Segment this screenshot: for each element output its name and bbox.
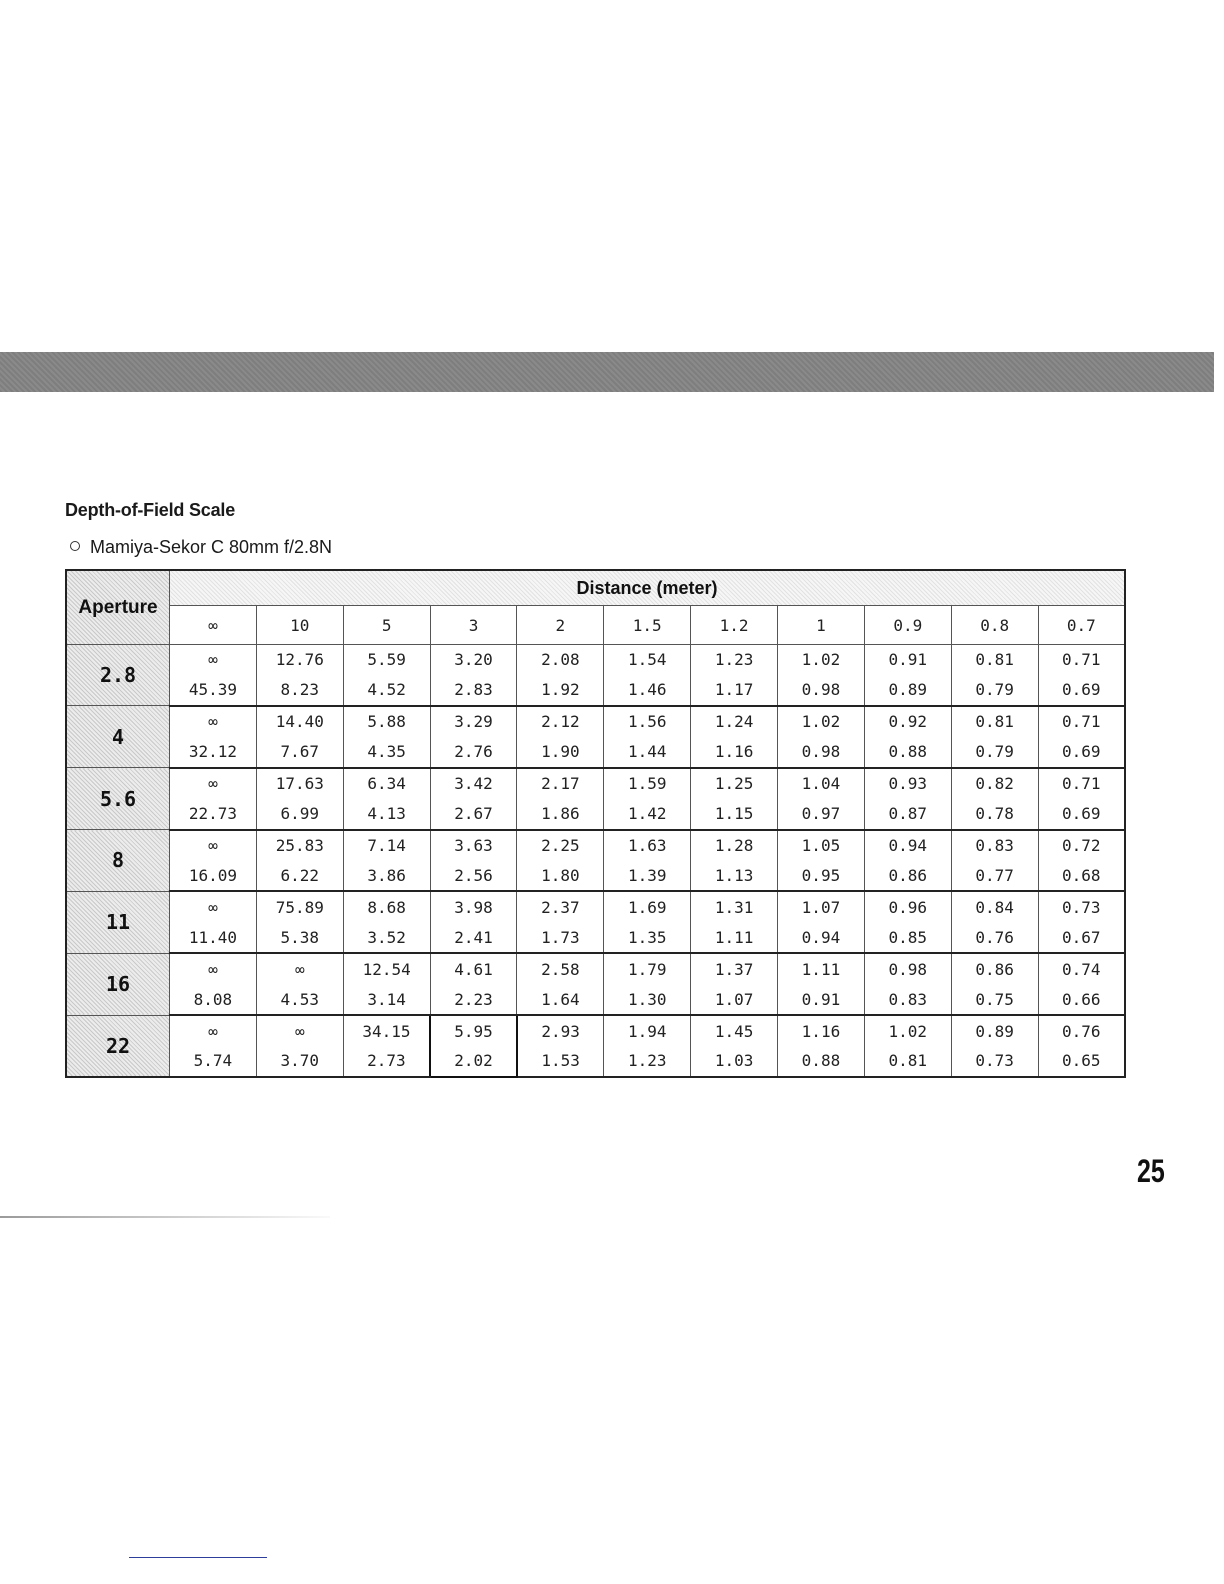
far-limit-cell: 0.86 bbox=[951, 953, 1038, 984]
far-limit-cell: 6.34 bbox=[343, 768, 430, 799]
far-limit-cell: 0.91 bbox=[864, 645, 951, 675]
near-limit-cell: 1.30 bbox=[604, 984, 691, 1015]
distance-cell: 0.8 bbox=[951, 606, 1038, 645]
far-limit-cell: 12.76 bbox=[256, 645, 343, 675]
distance-cell: 2 bbox=[517, 606, 604, 645]
table-body bbox=[66, 645, 1125, 1078]
aperture-header: Aperture bbox=[66, 570, 170, 645]
near-limit-cell: 3.14 bbox=[343, 984, 430, 1015]
far-limit-cell: 2.37 bbox=[517, 891, 604, 922]
far-limit-cell: 1.63 bbox=[604, 830, 691, 861]
near-limit-cell: 1.16 bbox=[691, 737, 778, 768]
near-limit-cell: 22.73 bbox=[170, 799, 257, 830]
distance-cell: 1 bbox=[778, 606, 865, 645]
near-limit-cell: 45.39 bbox=[170, 675, 257, 706]
near-limit-cell: 4.13 bbox=[343, 799, 430, 830]
near-limit-cell: 2.02 bbox=[430, 1046, 517, 1077]
near-limit-cell: 1.92 bbox=[517, 675, 604, 706]
near-limit-cell: 2.41 bbox=[430, 922, 517, 953]
near-limit-cell: 0.83 bbox=[864, 984, 951, 1015]
far-limit-cell: 25.83 bbox=[256, 830, 343, 861]
near-limit-cell: 3.70 bbox=[256, 1046, 343, 1077]
distance-cell: 5 bbox=[343, 606, 430, 645]
far-limit-cell: 1.07 bbox=[778, 891, 865, 922]
far-limit-cell: ∞ bbox=[170, 706, 257, 737]
near-limit-cell: 2.23 bbox=[430, 984, 517, 1015]
far-limit-cell: 0.71 bbox=[1038, 768, 1125, 799]
near-limit-cell: 1.42 bbox=[604, 799, 691, 830]
far-limit-cell: 7.14 bbox=[343, 830, 430, 861]
near-limit-cell: 0.89 bbox=[864, 675, 951, 706]
near-limit-cell: 2.76 bbox=[430, 737, 517, 768]
far-limit-cell: 1.94 bbox=[604, 1015, 691, 1046]
near-limit-cell: 7.67 bbox=[256, 737, 343, 768]
footer-rule bbox=[129, 1557, 267, 1558]
far-limit-cell: 75.89 bbox=[256, 891, 343, 922]
far-limit-cell: 14.40 bbox=[256, 706, 343, 737]
near-limit-cell: 0.79 bbox=[951, 675, 1038, 706]
far-limit-cell: 12.54 bbox=[343, 953, 430, 984]
aperture-label: 8 bbox=[66, 830, 170, 892]
near-limit-cell: 0.79 bbox=[951, 737, 1038, 768]
near-limit-cell: 6.22 bbox=[256, 860, 343, 891]
table-row bbox=[66, 706, 1125, 737]
top-band bbox=[0, 352, 1214, 392]
far-limit-cell: 0.81 bbox=[951, 706, 1038, 737]
far-limit-cell: 0.73 bbox=[1038, 891, 1125, 922]
near-limit-cell: 1.64 bbox=[517, 984, 604, 1015]
aperture-label: 2.8 bbox=[66, 645, 170, 706]
near-limit-cell: 0.95 bbox=[778, 860, 865, 891]
far-limit-cell: 0.98 bbox=[864, 953, 951, 984]
near-limit-cell: 1.23 bbox=[604, 1046, 691, 1077]
near-limit-cell: 0.81 bbox=[864, 1046, 951, 1077]
near-limit-cell: 0.98 bbox=[778, 737, 865, 768]
table-row bbox=[66, 922, 1125, 953]
far-limit-cell: 5.95 bbox=[430, 1015, 517, 1046]
near-limit-cell: 8.08 bbox=[170, 984, 257, 1015]
near-limit-cell: 0.78 bbox=[951, 799, 1038, 830]
near-limit-cell: 0.69 bbox=[1038, 799, 1125, 830]
far-limit-cell: 5.88 bbox=[343, 706, 430, 737]
near-limit-cell: 16.09 bbox=[170, 860, 257, 891]
table-row bbox=[66, 799, 1125, 830]
table-row bbox=[66, 675, 1125, 706]
far-limit-cell: 0.96 bbox=[864, 891, 951, 922]
far-limit-cell: ∞ bbox=[170, 953, 257, 984]
near-limit-cell: 0.67 bbox=[1038, 922, 1125, 953]
far-limit-cell: ∞ bbox=[170, 891, 257, 922]
near-limit-cell: 0.73 bbox=[951, 1046, 1038, 1077]
aperture-label: 4 bbox=[66, 706, 170, 768]
near-limit-cell: 0.97 bbox=[778, 799, 865, 830]
near-limit-cell: 2.56 bbox=[430, 860, 517, 891]
bullet-circle-icon bbox=[70, 541, 80, 551]
lens-name: Mamiya-Sekor C 80mm f/2.8N bbox=[90, 537, 333, 557]
near-limit-cell: 1.86 bbox=[517, 799, 604, 830]
near-limit-cell: 0.69 bbox=[1038, 737, 1125, 768]
near-limit-cell: 0.65 bbox=[1038, 1046, 1125, 1077]
distance-cell: 0.9 bbox=[864, 606, 951, 645]
table-row bbox=[66, 984, 1125, 1015]
near-limit-cell: 0.94 bbox=[778, 922, 865, 953]
near-limit-cell: 0.69 bbox=[1038, 675, 1125, 706]
distance-cell: ∞ bbox=[170, 606, 257, 645]
far-limit-cell: 1.24 bbox=[691, 706, 778, 737]
far-limit-cell: 3.29 bbox=[430, 706, 517, 737]
table-row bbox=[66, 953, 1125, 984]
table-row bbox=[66, 768, 1125, 799]
page-number: 25 bbox=[1137, 1153, 1165, 1189]
far-limit-cell: ∞ bbox=[170, 768, 257, 799]
near-limit-cell: 1.46 bbox=[604, 675, 691, 706]
near-limit-cell: 0.91 bbox=[778, 984, 865, 1015]
far-limit-cell: 1.02 bbox=[778, 645, 865, 675]
far-limit-cell: 1.11 bbox=[778, 953, 865, 984]
near-limit-cell: 0.98 bbox=[778, 675, 865, 706]
far-limit-cell: 34.15 bbox=[343, 1015, 430, 1046]
far-limit-cell: 0.93 bbox=[864, 768, 951, 799]
aperture-label: 5.6 bbox=[66, 768, 170, 830]
near-limit-cell: 3.86 bbox=[343, 860, 430, 891]
far-limit-cell: 3.63 bbox=[430, 830, 517, 861]
near-limit-cell: 1.15 bbox=[691, 799, 778, 830]
far-limit-cell: 2.58 bbox=[517, 953, 604, 984]
far-limit-cell: ∞ bbox=[170, 830, 257, 861]
near-limit-cell: 0.77 bbox=[951, 860, 1038, 891]
near-limit-cell: 0.85 bbox=[864, 922, 951, 953]
far-limit-cell: 0.84 bbox=[951, 891, 1038, 922]
far-limit-cell: 3.20 bbox=[430, 645, 517, 675]
far-limit-cell: 3.98 bbox=[430, 891, 517, 922]
aperture-label: 22 bbox=[66, 1015, 170, 1077]
near-limit-cell: 4.52 bbox=[343, 675, 430, 706]
near-limit-cell: 1.11 bbox=[691, 922, 778, 953]
far-limit-cell: 0.83 bbox=[951, 830, 1038, 861]
near-limit-cell: 0.86 bbox=[864, 860, 951, 891]
near-limit-cell: 1.13 bbox=[691, 860, 778, 891]
far-limit-cell: 1.37 bbox=[691, 953, 778, 984]
depth-of-field-table bbox=[65, 569, 1126, 1078]
near-limit-cell: 1.07 bbox=[691, 984, 778, 1015]
far-limit-cell: 8.68 bbox=[343, 891, 430, 922]
near-limit-cell: 1.03 bbox=[691, 1046, 778, 1077]
table-row bbox=[66, 891, 1125, 922]
near-limit-cell: 4.53 bbox=[256, 984, 343, 1015]
far-limit-cell: 0.92 bbox=[864, 706, 951, 737]
far-limit-cell: 1.28 bbox=[691, 830, 778, 861]
far-limit-cell: 0.89 bbox=[951, 1015, 1038, 1046]
far-limit-cell: 1.02 bbox=[778, 706, 865, 737]
far-limit-cell: 5.59 bbox=[343, 645, 430, 675]
distance-cell: 1.2 bbox=[691, 606, 778, 645]
far-limit-cell: 0.76 bbox=[1038, 1015, 1125, 1046]
near-limit-cell: 0.68 bbox=[1038, 860, 1125, 891]
table-row bbox=[66, 860, 1125, 891]
far-limit-cell: 1.02 bbox=[864, 1015, 951, 1046]
far-limit-cell: 2.17 bbox=[517, 768, 604, 799]
far-limit-cell: 1.69 bbox=[604, 891, 691, 922]
aperture-label: 11 bbox=[66, 891, 170, 953]
page-title: Depth-of-Field Scale bbox=[65, 500, 236, 520]
near-limit-cell: 11.40 bbox=[170, 922, 257, 953]
far-limit-cell: 1.56 bbox=[604, 706, 691, 737]
far-limit-cell: 17.63 bbox=[256, 768, 343, 799]
far-limit-cell: 1.05 bbox=[778, 830, 865, 861]
far-limit-cell: 1.59 bbox=[604, 768, 691, 799]
distance-cell: 10 bbox=[256, 606, 343, 645]
near-limit-cell: 8.23 bbox=[256, 675, 343, 706]
near-limit-cell: 5.74 bbox=[170, 1046, 257, 1077]
far-limit-cell: ∞ bbox=[170, 1015, 257, 1046]
table-row bbox=[66, 645, 1125, 675]
far-limit-cell: 0.81 bbox=[951, 645, 1038, 675]
distance-cell: 1.5 bbox=[604, 606, 691, 645]
near-limit-cell: 2.73 bbox=[343, 1046, 430, 1077]
far-limit-cell: 2.93 bbox=[517, 1015, 604, 1046]
table-row bbox=[66, 1046, 1125, 1077]
near-limit-cell: 0.66 bbox=[1038, 984, 1125, 1015]
far-limit-cell: 0.74 bbox=[1038, 953, 1125, 984]
near-limit-cell: 0.76 bbox=[951, 922, 1038, 953]
distance-cell: 0.7 bbox=[1038, 606, 1125, 645]
near-limit-cell: 1.44 bbox=[604, 737, 691, 768]
near-limit-cell: 5.38 bbox=[256, 922, 343, 953]
far-limit-cell: ∞ bbox=[256, 1015, 343, 1046]
far-limit-cell: 1.16 bbox=[778, 1015, 865, 1046]
far-limit-cell: 0.94 bbox=[864, 830, 951, 861]
far-limit-cell: 1.31 bbox=[691, 891, 778, 922]
far-limit-cell: 1.79 bbox=[604, 953, 691, 984]
near-limit-cell: 2.67 bbox=[430, 799, 517, 830]
distance-row bbox=[66, 606, 1125, 645]
far-limit-cell: 1.45 bbox=[691, 1015, 778, 1046]
far-limit-cell: ∞ bbox=[256, 953, 343, 984]
near-limit-cell: 0.75 bbox=[951, 984, 1038, 1015]
near-limit-cell: 3.52 bbox=[343, 922, 430, 953]
near-limit-cell: 0.87 bbox=[864, 799, 951, 830]
near-limit-cell: 0.88 bbox=[864, 737, 951, 768]
near-limit-cell: 1.17 bbox=[691, 675, 778, 706]
far-limit-cell: 2.25 bbox=[517, 830, 604, 861]
near-limit-cell: 0.88 bbox=[778, 1046, 865, 1077]
far-limit-cell: 2.12 bbox=[517, 706, 604, 737]
near-limit-cell: 1.80 bbox=[517, 860, 604, 891]
far-limit-cell: 0.71 bbox=[1038, 706, 1125, 737]
near-limit-cell: 4.35 bbox=[343, 737, 430, 768]
far-limit-cell: 1.54 bbox=[604, 645, 691, 675]
near-limit-cell: 2.83 bbox=[430, 675, 517, 706]
aperture-label: 16 bbox=[66, 953, 170, 1015]
far-limit-cell: 4.61 bbox=[430, 953, 517, 984]
far-limit-cell: 1.04 bbox=[778, 768, 865, 799]
far-limit-cell: 0.71 bbox=[1038, 645, 1125, 675]
lens-subheading bbox=[70, 537, 332, 558]
divider-line bbox=[0, 1216, 330, 1218]
near-limit-cell: 6.99 bbox=[256, 799, 343, 830]
far-limit-cell: 1.23 bbox=[691, 645, 778, 675]
far-limit-cell: 1.25 bbox=[691, 768, 778, 799]
far-limit-cell: ∞ bbox=[170, 645, 257, 675]
near-limit-cell: 32.12 bbox=[170, 737, 257, 768]
far-limit-cell: 2.08 bbox=[517, 645, 604, 675]
near-limit-cell: 1.90 bbox=[517, 737, 604, 768]
far-limit-cell: 0.72 bbox=[1038, 830, 1125, 861]
distance-header: Distance (meter) bbox=[170, 570, 1126, 606]
near-limit-cell: 1.53 bbox=[517, 1046, 604, 1077]
table-row bbox=[66, 830, 1125, 861]
table-row bbox=[66, 1015, 1125, 1046]
far-limit-cell: 3.42 bbox=[430, 768, 517, 799]
near-limit-cell: 1.35 bbox=[604, 922, 691, 953]
distance-cell: 3 bbox=[430, 606, 517, 645]
near-limit-cell: 1.39 bbox=[604, 860, 691, 891]
far-limit-cell: 0.82 bbox=[951, 768, 1038, 799]
table-row bbox=[66, 737, 1125, 768]
near-limit-cell: 1.73 bbox=[517, 922, 604, 953]
